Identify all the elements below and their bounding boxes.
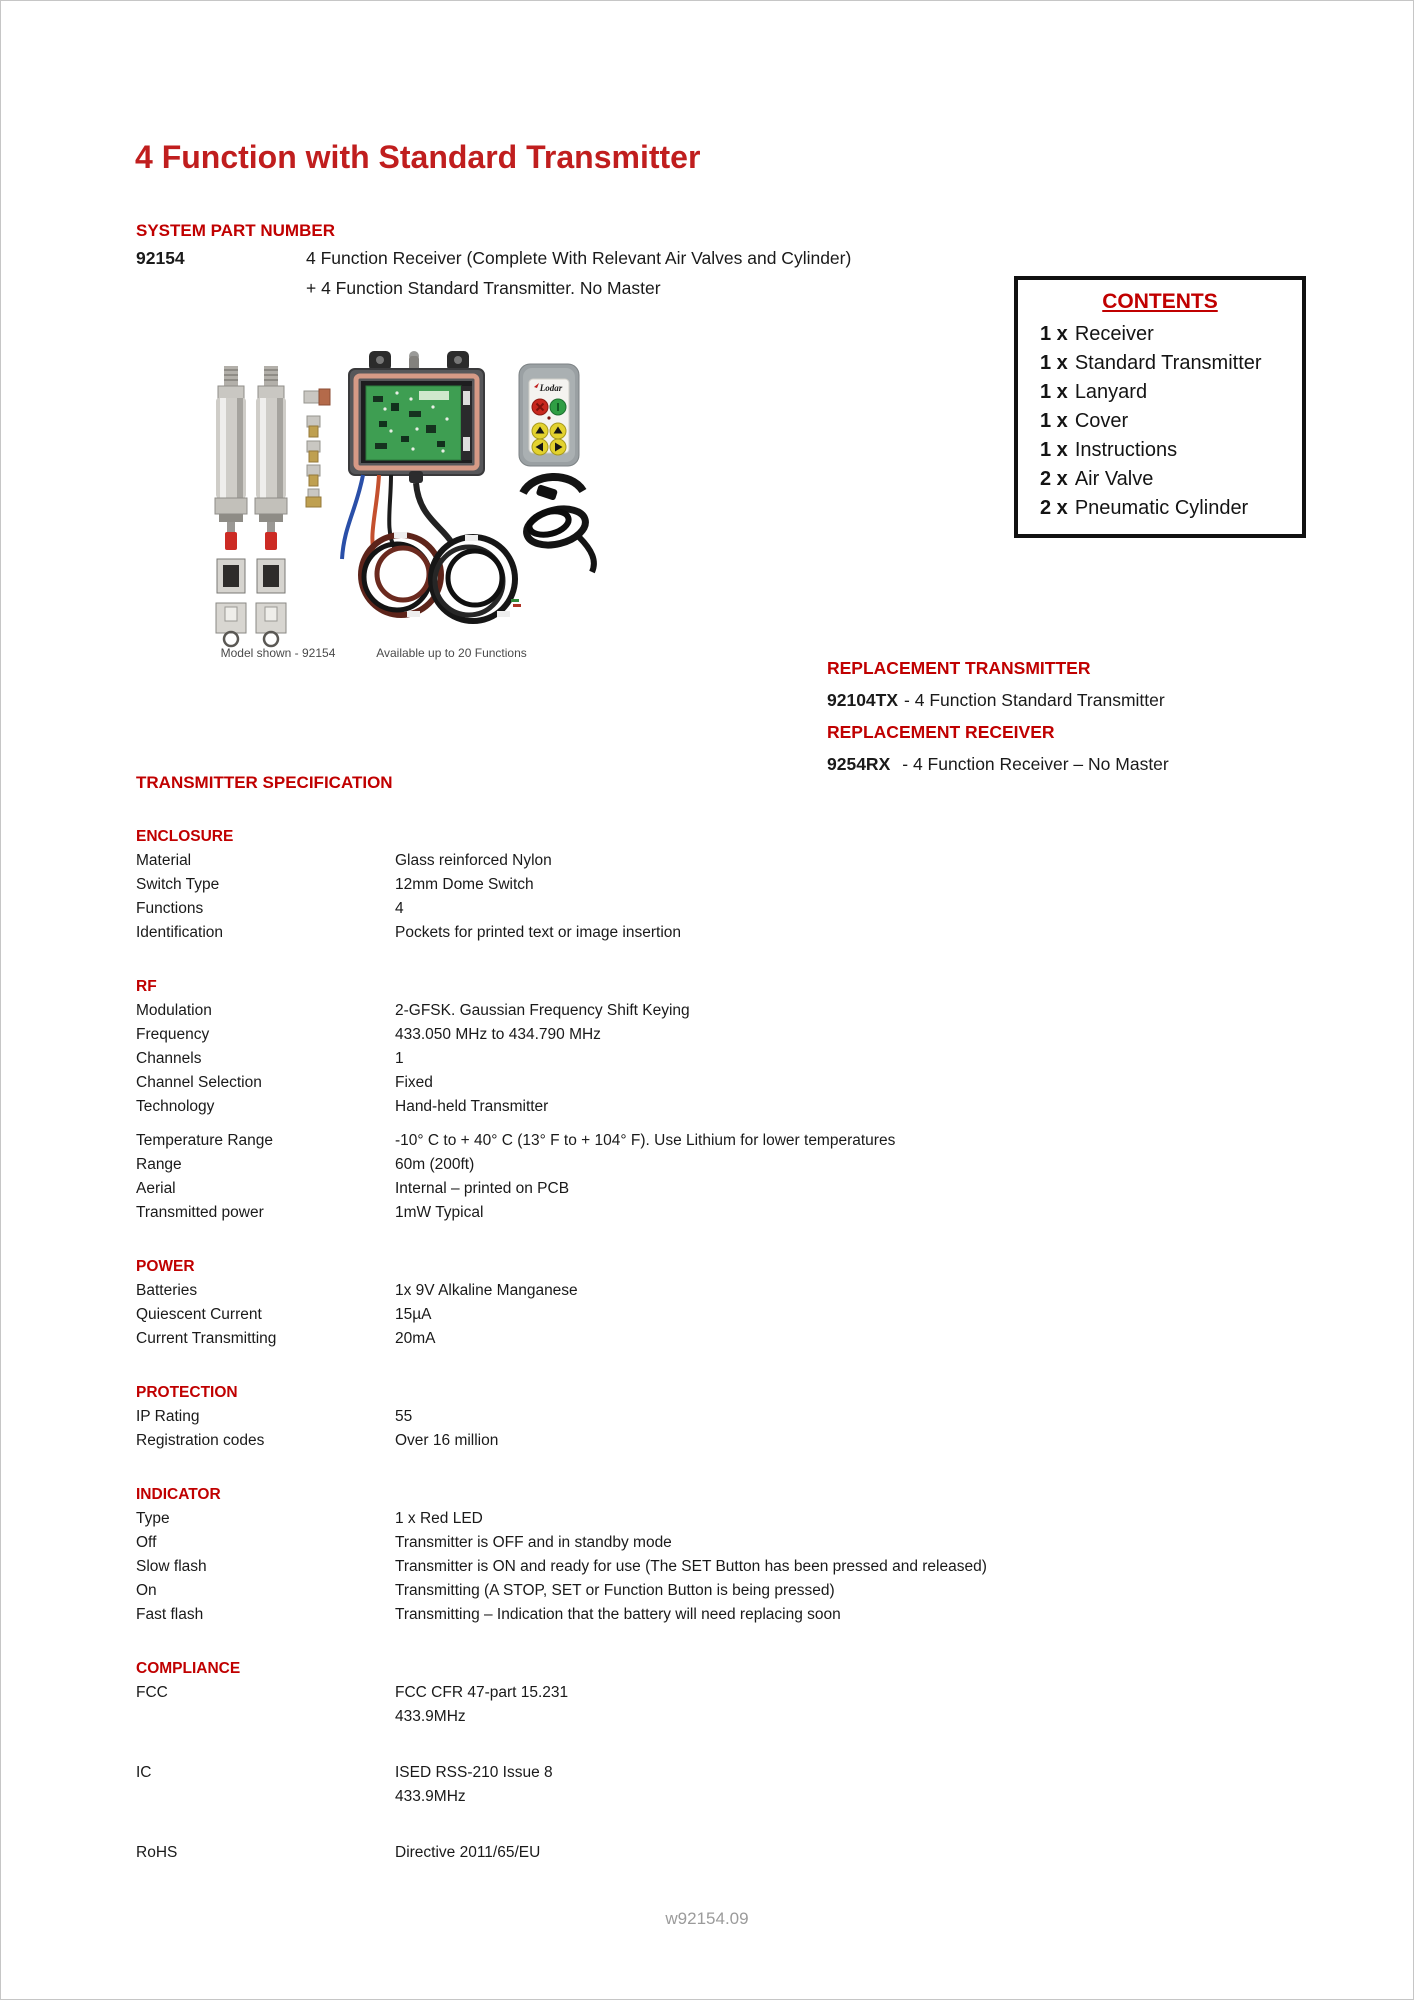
spec-section (136, 1381, 1306, 1453)
spec-row (136, 1047, 1306, 1071)
contents-item-name: Instructions (1074, 439, 1178, 461)
contents-list (1018, 320, 1302, 523)
spec-row (136, 1177, 1306, 1201)
spec-row (136, 999, 1306, 1023)
contents-item (1040, 378, 1294, 407)
spec-row-value: -10° C to + 40° C (13° F to + 104° F). Use Lithium for lower temperatures (395, 1132, 896, 1149)
spec-row (136, 1153, 1306, 1177)
spec-row-value: Transmitting – Indication that the battery will need replacing soon (395, 1606, 841, 1623)
spec-row-value: 1 x Red LED (395, 1510, 483, 1527)
spec-row (136, 1841, 1306, 1865)
spec-row-label: Transmitted power (136, 1204, 264, 1221)
contents-item (1040, 407, 1294, 436)
spec-row-label: Batteries (136, 1282, 198, 1299)
contents-item (1040, 494, 1294, 523)
product-photo-svg (151, 341, 621, 651)
system-part-description-line2: + 4 Function Standard Transmitter. No Master (306, 278, 661, 298)
spec-section (136, 975, 1306, 1225)
system-part-description-line1: 4 Function Receiver (Complete With Relevant Air Valves and Cylinder) (306, 248, 852, 268)
spec-row (136, 1429, 1306, 1453)
spec-row (136, 849, 1306, 873)
contents-title: CONTENTS (1102, 290, 1218, 313)
spec-row-label: Temperature Range (136, 1132, 273, 1149)
spec-row (136, 1405, 1306, 1429)
spec-row (136, 1071, 1306, 1095)
spec-row-label: Fast flash (136, 1606, 204, 1623)
spec-row-label: Type (136, 1510, 170, 1527)
spec-section-heading: COMPLIANCE (136, 1660, 241, 1677)
spec-row-value: 1x 9V Alkaline Manganese (395, 1282, 578, 1299)
replacement-receiver-desc: - 4 Function Receiver – No Master (902, 754, 1169, 774)
replacement-receiver-heading: REPLACEMENT RECEIVER (827, 722, 1055, 742)
contents-item-qty: 2 x (1040, 497, 1068, 519)
contents-item (1040, 349, 1294, 378)
spec-row-label: Switch Type (136, 876, 220, 893)
spec-row-value: 4 (395, 900, 404, 917)
spec-row-label: Technology (136, 1098, 215, 1115)
contents-item-qty: 1 x (1040, 439, 1068, 461)
spec-row-value: Pockets for printed text or image insertion (395, 924, 682, 941)
spec-row (136, 1279, 1306, 1303)
contents-item-name: Lanyard (1074, 381, 1148, 403)
spec-row-label: Quiescent Current (136, 1306, 262, 1323)
spec-row (136, 1023, 1306, 1047)
spec-row-value: Over 16 million (395, 1432, 499, 1449)
contents-item-qty: 1 x (1040, 381, 1068, 403)
spec-row-label: Aerial (136, 1180, 176, 1197)
spec-row-label: Slow flash (136, 1558, 207, 1575)
contents-item-qty: 2 x (1040, 468, 1068, 490)
spec-row-value: 20mA (395, 1330, 436, 1347)
spec-row (136, 1129, 1306, 1153)
stop-button-icon (532, 399, 548, 415)
spec-row-value: Internal – printed on PCB (395, 1180, 570, 1197)
spec-row-value: Directive 2011/65/EU (395, 1844, 541, 1861)
spec-section (136, 1657, 1306, 1865)
spec-section (136, 1255, 1306, 1351)
spec-row (136, 1579, 1306, 1603)
spec-row-value: 2-GFSK. Gaussian Frequency Shift Keying (395, 1002, 690, 1019)
contents-item-qty: 1 x (1040, 352, 1068, 374)
spec-section-heading: INDICATOR (136, 1486, 221, 1503)
contents-box (1014, 276, 1306, 538)
spec-row-value: Transmitter is OFF and in standby mode (395, 1534, 672, 1551)
contents-item-qty: 1 x (1040, 410, 1068, 432)
replacement-transmitter-part: 92104TX (827, 690, 899, 710)
transmitter-remote-icon (519, 364, 579, 466)
spec-row (136, 1555, 1306, 1579)
spec-row-label: Registration codes (136, 1432, 265, 1449)
spec-row (136, 1681, 1306, 1729)
spec-row-value: Transmitting (A STOP, SET or Function Button is being pressed) (395, 1582, 835, 1599)
spec-row-label: Channel Selection (136, 1074, 262, 1091)
spec-row (136, 921, 1306, 945)
spec-row-label: Off (136, 1534, 157, 1551)
spec-row-value: Fixed (395, 1074, 433, 1091)
contents-item-name: Cover (1074, 410, 1129, 432)
spec-row-value: Glass reinforced Nylon (395, 852, 552, 869)
receiver-box-icon (349, 351, 484, 483)
spec-row (136, 1761, 1306, 1809)
pneumatic-cylinder-right-icon (255, 366, 287, 646)
spec-row (136, 1327, 1306, 1351)
replacement-transmitter-line (827, 690, 1165, 711)
spec-row-label: Material (136, 852, 192, 869)
contents-item (1040, 465, 1294, 494)
pneumatic-cylinder-left-icon (215, 366, 247, 646)
spec-section-heading: PROTECTION (136, 1384, 238, 1401)
transmitter-specification-heading: TRANSMITTER SPECIFICATION (136, 773, 393, 792)
page-title: 4 Function with Standard Transmitter (135, 139, 701, 175)
spec-row-label: IP Rating (136, 1408, 200, 1425)
spec-row-label: Modulation (136, 1002, 212, 1019)
system-part-number-heading: SYSTEM PART NUMBER (136, 221, 335, 240)
spec-sections (136, 825, 1306, 1865)
spec-row (136, 1531, 1306, 1555)
contents-item-name: Receiver (1074, 323, 1154, 345)
spec-row-value: ISED RSS-210 Issue 8 433.9MHz (395, 1764, 553, 1805)
spec-row-value: 12mm Dome Switch (395, 876, 534, 893)
spec-row-label: On (136, 1582, 157, 1599)
spec-section-heading: RF (136, 978, 157, 995)
set-button-icon (550, 399, 566, 415)
spec-section (136, 1483, 1306, 1627)
spec-row-label: Channels (136, 1050, 202, 1067)
spec-row-value: 433.050 MHz to 434.790 MHz (395, 1026, 601, 1043)
air-fittings-icon (304, 389, 330, 507)
photo-caption-functions: Available up to 20 Functions (376, 646, 527, 660)
spec-row-label: Current Transmitting (136, 1330, 277, 1347)
spec-row-value: 1mW Typical (395, 1204, 484, 1221)
spec-row-value: Hand-held Transmitter (395, 1098, 549, 1115)
spec-row-label: Identification (136, 924, 224, 941)
photo-caption-model: Model shown - 92154 (220, 646, 336, 660)
spec-row (136, 1095, 1306, 1119)
transmitter-specification (136, 771, 1306, 1865)
replacement-receiver-part: 9254RX (827, 754, 891, 774)
spec-row-value: 1 (395, 1050, 404, 1067)
cable-coil-right-icon (431, 535, 521, 621)
product-photo-illustration (151, 341, 621, 651)
spec-row-label: RoHS (136, 1844, 178, 1861)
spec-row (136, 1603, 1306, 1627)
remote-logo-text: Lodar (539, 383, 563, 393)
replacement-transmitter-desc: - 4 Function Standard Transmitter (904, 690, 1165, 710)
spec-row (136, 873, 1306, 897)
replacement-transmitter-heading: REPLACEMENT TRANSMITTER (827, 658, 1091, 678)
contents-item-name: Air Valve (1074, 468, 1154, 490)
pcb-icon (366, 386, 461, 460)
spec-row (136, 1303, 1306, 1327)
spec-row (136, 897, 1306, 921)
spec-row-value: FCC CFR 47-part 15.231 433.9MHz (395, 1684, 569, 1725)
spec-row-label: Range (136, 1156, 182, 1173)
spec-row-value: 15µA (395, 1306, 432, 1323)
spec-row-label: FCC (136, 1684, 168, 1701)
contents-item (1040, 320, 1294, 349)
spec-section-heading: ENCLOSURE (136, 828, 234, 845)
contents-item-qty: 1 x (1040, 323, 1068, 345)
document-reference: w92154.09 (665, 1909, 749, 1928)
spec-row-label: Functions (136, 900, 204, 917)
contents-item-name: Pneumatic Cylinder (1074, 497, 1249, 519)
spec-section-heading: POWER (136, 1258, 195, 1275)
lanyard-icon (523, 477, 594, 572)
spec-row-value: Transmitter is ON and ready for use (The SET Button has been pressed and released) (395, 1558, 987, 1575)
spec-row-value: 55 (395, 1408, 413, 1425)
spec-row-label: Frequency (136, 1026, 210, 1043)
spec-row (136, 1507, 1306, 1531)
contents-item-name: Standard Transmitter (1074, 352, 1262, 374)
contents-item (1040, 436, 1294, 465)
spec-row (136, 1201, 1306, 1225)
spec-section (136, 825, 1306, 945)
led-indicator-icon (547, 416, 550, 419)
spec-row-label: IC (136, 1764, 152, 1781)
system-part-number: 92154 (136, 248, 185, 268)
spec-row-value: 60m (200ft) (395, 1156, 475, 1173)
